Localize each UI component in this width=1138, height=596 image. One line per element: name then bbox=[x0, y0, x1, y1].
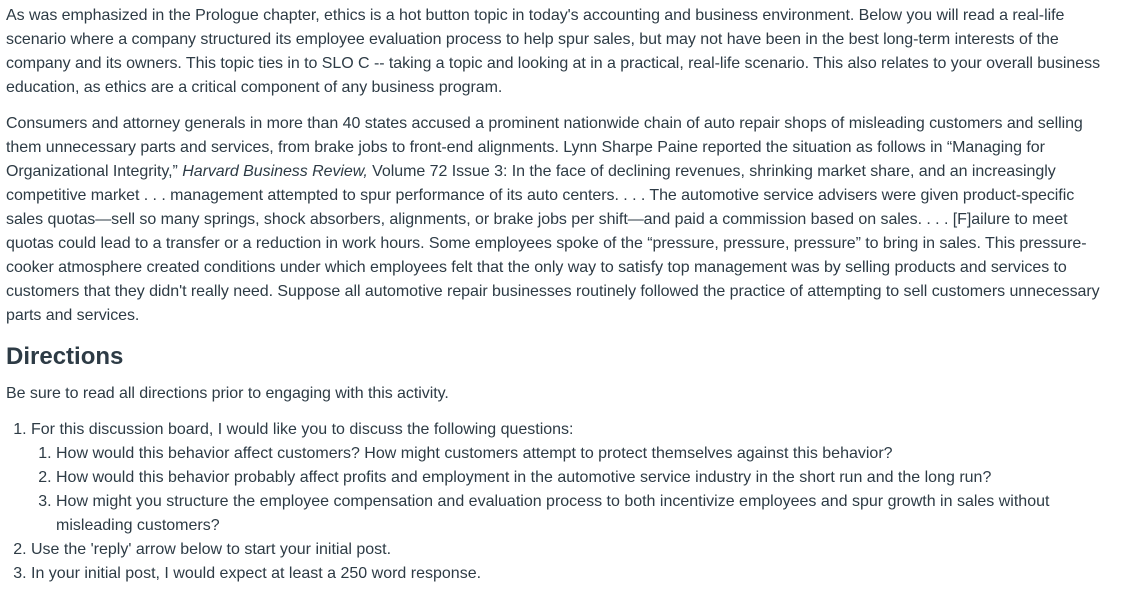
journal-title: Harvard Business Review, bbox=[182, 163, 368, 180]
discussion-content bbox=[6, 4, 1106, 586]
question-item-3: 3. How might you structure the employee compensation and evaluation process to both incentivize employees and spur growth in sales without misleading customers? bbox=[56, 490, 1106, 538]
scenario-paragraph bbox=[6, 112, 1106, 328]
scenario-text-part1: Consumers and attorney generals in more than 40 states accused a prominent nationwide chain of auto repair shops of misleading customers and selling them unnecessary parts and services, from brake jobs to front-end alignments. Lynn Sharpe Paine reported the situation as follows in “Managing for Organizational Integrity,” bbox=[6, 115, 1083, 180]
directions-item-2: 2. Use the 'reply' arrow below to start your initial post. bbox=[31, 538, 1106, 562]
directions-list bbox=[6, 418, 1106, 586]
directions-item-1 bbox=[31, 418, 1106, 538]
directions-note: Be sure to read all directions prior to engaging with this activity. bbox=[6, 385, 449, 402]
question-item-1: 1. How would this behavior affect customers? How might customers attempt to protect themselves against this behavior? bbox=[56, 442, 1106, 466]
scenario-text-part2: Volume 72 Issue 3: In the face of declining revenues, shrinking market share, and an increasingly competitive market . . . management attempted to spur performance of its auto centers. . . . The automotive service advisers were given product-specific sales quotas—sell so many springs, shock absorbers, alignments, or brake jobs per shift—and paid a commission based on sales. . . . [F]ailure to meet quotas could lead to a transfer or a reduction in work hours. Some employees spoke of the “pressure, pressure, pressure” to bring in sales. This pressure-cooker atmosphere created conditions under which employees felt that the only way to satisfy top management was by selling products and services to customers that they didn't really need. Suppose all automotive repair businesses routinely followed the practice of attempting to sell customers unnecessary parts and services. bbox=[6, 163, 1100, 324]
directions-heading: Directions bbox=[6, 343, 124, 370]
question-item-2: 2. How would this behavior probably affect profits and employment in the automotive service industry in the short run and the long run? bbox=[56, 466, 1106, 490]
questions-list bbox=[31, 442, 1106, 538]
directions-item-text: For this discussion board, I would like you to discuss the following questions: bbox=[31, 421, 574, 438]
intro-paragraph: As was emphasized in the Prologue chapter, ethics is a hot button topic in today's accounting and business environment. Below you will read a real-life scenario where a company structured its employee evaluation process to help spur sales, but may not have been in the best long-term interests of the company and its owners. This topic ties in to SLO C -- taking a topic and looking at in a practical, real-life scenario. This also relates to your overall business education, as ethics are a critical component of any business program. bbox=[6, 7, 1101, 96]
directions-item-3: 3. In your initial post, I would expect at least a 250 word response. bbox=[31, 562, 1106, 586]
